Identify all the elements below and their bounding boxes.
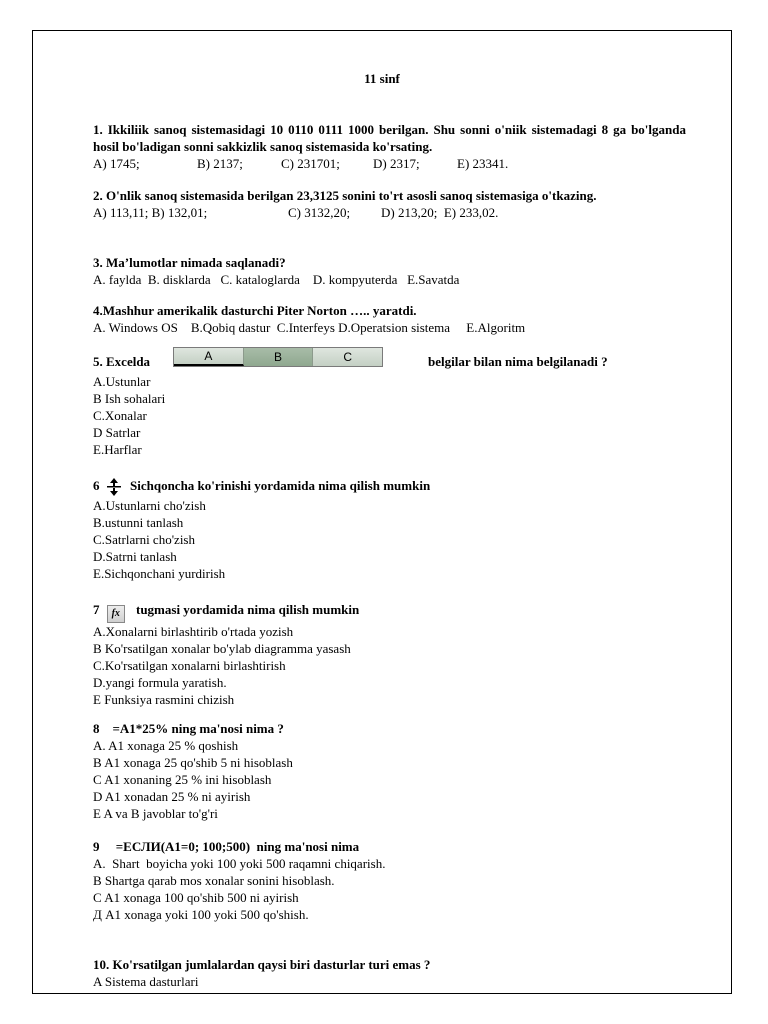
question-6-text <box>93 477 686 497</box>
option: D Satrlar <box>93 425 141 440</box>
question-2-options <box>93 204 686 221</box>
option: C A1 xonaning 25 % ini hisoblash <box>93 772 272 787</box>
option: E) 23341. <box>457 156 509 171</box>
question-3-options: A. faylda B. disklarda C. kataloglarda D. kompyuterda E.Savatda <box>93 272 460 287</box>
option: E.Sichqonchani yurdirish <box>93 566 226 582</box>
question-6-label: Sichqoncha ko'rinishi yordamida nima qilish mumkin <box>130 478 431 493</box>
option: B A1 xonaga 25 qo'shib 5 ni hisoblash <box>93 755 293 770</box>
excel-column-headers <box>173 347 383 367</box>
option: D) 213,20; E) 233,02. <box>381 205 499 220</box>
question-9-text: 9 =ЕСЛИ(A1=0; 100;500) ning ma'nosi nima <box>93 839 360 854</box>
option: C) 3132,20; <box>288 205 351 220</box>
option: C.Xonalar <box>93 408 147 423</box>
option: D) 2317; <box>373 156 420 171</box>
option: E Funksiya rasmini chizish <box>93 692 235 707</box>
option: A.Xonalarni birlashtirib o'rtada yozish <box>93 624 294 639</box>
question-3 <box>93 254 686 288</box>
option: A) 113,11; B) 132,01; <box>93 205 208 220</box>
question-10-text: 10. Ko'rsatilgan jumlalardan qaysi biri dasturlar turi emas ? <box>93 957 431 972</box>
option: C A1 xonaga 100 qo'shib 500 ni ayirish <box>93 890 299 905</box>
option: B.ustunni tanlash <box>93 515 184 531</box>
question-4-text: 4.Mashhur amerikalik dasturchi Piter Norton ….. yaratdi. <box>93 303 417 318</box>
question-4 <box>93 302 686 336</box>
option: A Sistema dasturlari <box>93 974 199 989</box>
option: D.Satrni tanlash <box>93 549 177 565</box>
question-5-suffix: belgilar bilan nima belgilanadi ? <box>428 354 608 369</box>
option: B Shartga qarab mos xonalar sonini hisoblash. <box>93 873 335 888</box>
function-fx-icon: fx <box>107 605 125 623</box>
question-2-text: 2. O'nlik sanoq sistemasida berilgan 23,3125 sonini to'rt asosli sanoq sistemasiga o'tkazing. <box>93 188 597 203</box>
question-10 <box>93 956 686 990</box>
question-1-options <box>93 155 686 172</box>
question-1 <box>93 121 686 172</box>
option: C.Ko'rsatilgan xonalarni birlashtirish <box>93 658 286 673</box>
option: A. Shart boyicha yoki 100 yoki 500 raqamni chiqarish. <box>93 856 386 871</box>
question-4-options: A. Windows OS B.Qobiq dastur C.Interfeys D.Operatsion sistema E.Algoritm <box>93 320 526 335</box>
option: B Ko'rsatilgan xonalar bo'ylab diagramma yasash <box>93 641 351 656</box>
question-7-number: 7 <box>93 602 100 617</box>
question-2 <box>93 187 686 221</box>
question-7-text <box>93 601 686 623</box>
page-title: 11 sinf <box>364 71 400 86</box>
option: B Ish sohalari <box>93 391 166 406</box>
question-3-text: 3. Ma’lumotlar nimada saqlanadi? <box>93 255 286 270</box>
option: E A va B javoblar to'g'ri <box>93 806 218 821</box>
question-1-text: 1. Ikkiliik sanoq sistemasidagi 10 0110 0111 1000 berilgan. Shu sonni o'niik sistemadagi 8 ga bo'lganda hosil bo'ladigan sonni sakkizlik sanoq sistemasida ko'rsating. <box>93 122 686 154</box>
question-8 <box>93 720 686 822</box>
column-header-a: A <box>174 348 244 366</box>
option: D A1 xonadan 25 % ni ayirish <box>93 789 251 804</box>
option: A. A1 xonaga 25 % qoshish <box>93 738 239 753</box>
document-page <box>32 30 732 994</box>
option: E.Harflar <box>93 442 142 457</box>
option: A) 1745; <box>93 156 140 171</box>
option: B) 2137; <box>197 156 243 171</box>
option: C.Satrlarni cho'zish <box>93 532 195 548</box>
row-resize-cursor-icon <box>107 477 121 497</box>
option: A.Ustunlarni cho'zish <box>93 498 206 514</box>
question-5-prefix: 5. Excelda <box>93 354 151 369</box>
question-6 <box>93 477 686 582</box>
question-5-row <box>93 348 686 373</box>
question-9 <box>93 838 686 923</box>
column-header-c: C <box>313 348 382 366</box>
option: C) 231701; <box>281 156 340 171</box>
option: Д A1 xonaga yoki 100 yoki 500 qo'shish. <box>93 907 309 922</box>
column-header-b: B <box>244 348 314 366</box>
option: D.yangi formula yaratish. <box>93 675 227 690</box>
question-6-number: 6 <box>93 478 100 493</box>
question-5 <box>93 348 686 458</box>
question-7-label: tugmasi yordamida nima qilish mumkin <box>136 602 360 617</box>
option: A.Ustunlar <box>93 374 151 389</box>
question-7 <box>93 601 686 708</box>
question-8-text: 8 =A1*25% ning ma'nosi nima ? <box>93 721 284 736</box>
